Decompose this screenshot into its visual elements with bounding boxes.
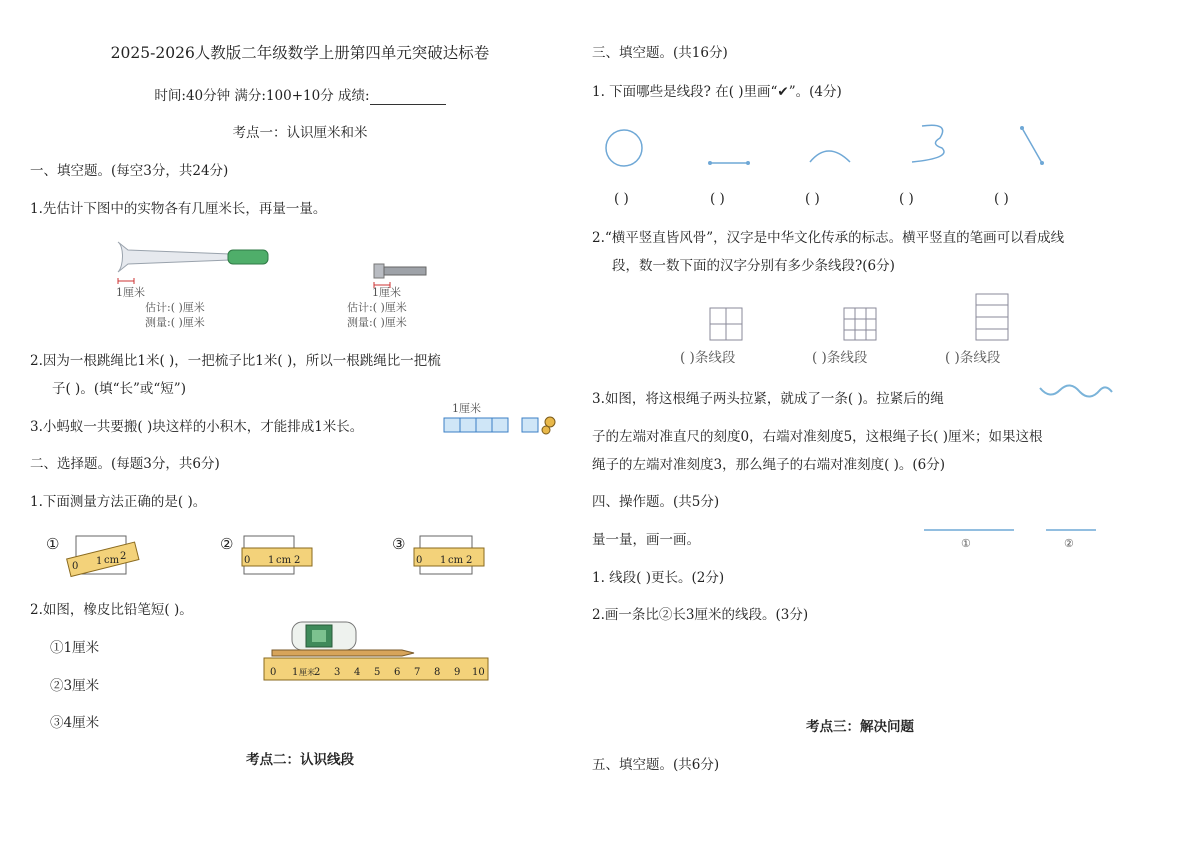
segments-figure <box>600 118 1060 178</box>
segment-count-1[interactable]: ( )条线段 <box>680 350 736 366</box>
toothbrush-bristles <box>228 250 268 264</box>
choice-1: 1.下面测量方法正确的是( )。 <box>30 494 207 510</box>
block-5 <box>522 418 538 432</box>
segment-1-mark: ① <box>961 537 971 550</box>
option-3cm[interactable]: ②3厘米 <box>50 678 100 694</box>
screw-cm-label: 1厘米 <box>372 286 401 299</box>
answer-box-3[interactable]: ( ) <box>805 191 820 207</box>
operation-1: 1. 线段( )更长。(2分) <box>592 570 725 586</box>
page-title: 2025-2026人教版二年级数学上册第四单元突破达标卷 <box>110 44 490 62</box>
blocks-figure <box>442 410 562 440</box>
answer-box-2[interactable]: ( ) <box>710 191 725 207</box>
long-ruler-unit: 厘米 <box>299 668 315 677</box>
slanted-segment-shape <box>1022 128 1042 163</box>
section2-heading: 二、选择题。(每题3分，共6分) <box>30 456 220 472</box>
long-ruler-tick-6: 6 <box>394 667 401 678</box>
slanted-endpoint-b <box>1040 161 1044 165</box>
choice-mark-1: ① <box>46 535 60 553</box>
curve-3-shape <box>912 125 944 162</box>
section3-heading: 三、填空题。(共16分) <box>592 45 728 61</box>
ruler3-two: 2 <box>466 555 473 566</box>
right-question-3-line2: 子的左端对准直尺的刻度0，右端对准刻度5，这根绳子长( )厘米；如果这根 <box>592 429 1043 445</box>
eraser-center <box>312 630 326 642</box>
long-ruler-tick-5: 5 <box>374 667 381 678</box>
question-2-line2: 子( )。(填“长”或“短”) <box>52 381 186 397</box>
long-ruler-tick-8: 8 <box>434 667 441 678</box>
block-3 <box>476 418 492 432</box>
right-question-3-line1: 3.如图，将这根绳子两头拉紧，就成了一条( )。拉紧后的绳 <box>592 391 944 407</box>
long-ruler-tick-2: 2 <box>314 667 321 678</box>
section-k1: 考点一：认识厘米和米 <box>232 125 368 141</box>
long-ruler-tick-0: 0 <box>270 667 277 678</box>
exam-meta <box>40 87 560 105</box>
long-ruler-tick-9: 9 <box>454 667 461 678</box>
char-grid-2 <box>840 304 880 344</box>
choice-mark-2: ② <box>220 535 234 553</box>
char-grid-1 <box>706 304 746 344</box>
long-ruler-tick-10: 10 <box>472 667 485 678</box>
ruler3-one: 1 <box>440 555 447 566</box>
operation-intro: 量一量，画一画。 <box>592 532 700 548</box>
ruler2-cm: cm <box>276 555 292 566</box>
ruler2-two: 2 <box>294 555 301 566</box>
rope-icon <box>1040 385 1112 396</box>
ruler2-zero: 0 <box>244 555 251 566</box>
section5-heading: 五、填空题。(共6分) <box>592 757 720 773</box>
exam-meta-text: 时间:40分钟 满分:100+10分 成绩: <box>154 88 370 104</box>
ant-icon <box>545 417 555 427</box>
block-cm-label: 1厘米 <box>452 402 481 415</box>
toothbrush-handle <box>118 242 230 272</box>
section4-heading: 四、操作题。(共5分) <box>592 494 720 510</box>
char-grid-3 <box>972 290 1012 344</box>
ruler3-cm: cm <box>448 555 464 566</box>
arc-shape <box>810 151 850 162</box>
section-k3: 考点三：解决问题 <box>806 719 914 735</box>
answer-box-5[interactable]: ( ) <box>994 191 1009 207</box>
block-2 <box>460 418 476 432</box>
screw-head <box>374 264 384 278</box>
section1-heading: 一、填空题。(每空3分，共24分) <box>30 163 229 179</box>
grid2-frame <box>844 308 876 340</box>
score-blank[interactable] <box>370 92 446 105</box>
ruler2-one: 1 <box>268 555 275 566</box>
section-k2: 考点二：认识线段 <box>246 752 354 768</box>
choice-mark-3: ③ <box>392 535 406 553</box>
ruler1-one: 1 <box>96 556 103 567</box>
ruler1-cm: cm <box>104 555 120 566</box>
answer-box-4[interactable]: ( ) <box>899 191 914 207</box>
choice-2: 2.如图，橡皮比铅笔短( )。 <box>30 602 193 618</box>
long-ruler-tick-3: 3 <box>334 667 341 678</box>
option-1cm[interactable]: ①1厘米 <box>50 640 100 656</box>
long-ruler-tick-1: 1 <box>292 667 299 678</box>
question-3: 3.小蚂蚁一共要搬( )块这样的小积木，才能排成1米长。 <box>30 419 364 435</box>
screw-shaft <box>384 267 426 275</box>
ruler1-zero: 0 <box>72 561 79 572</box>
segment-endpoint-b <box>746 161 750 165</box>
question-1: 1.先估计下图中的实物各有几厘米长，再量一量。 <box>30 201 327 217</box>
block-4 <box>492 418 508 432</box>
segment-2-mark: ② <box>1064 537 1074 550</box>
slanted-endpoint-a <box>1020 126 1024 130</box>
question-2-line1: 2.因为一根跳绳比1米( )，一把梳子比1米( )，所以一根跳绳比一把梳 <box>30 353 441 369</box>
right-question-3-line3: 绳子的左端对准刻度3，那么绳子的右端对准刻度( )。(6分) <box>592 457 946 473</box>
toothbrush-cm-label: 1厘米 <box>116 286 145 299</box>
ruler3-zero: 0 <box>416 555 423 566</box>
pencil-icon <box>272 650 414 656</box>
segment-endpoint-a <box>708 161 712 165</box>
toothbrush-measure: 测量:( )厘米 <box>145 316 205 329</box>
right-question-1: 1. 下面哪些是线段? 在( )里画“✔”。(4分) <box>592 84 842 100</box>
option-4cm[interactable]: ③4厘米 <box>50 715 100 731</box>
segment-count-3[interactable]: ( )条线段 <box>945 350 1001 366</box>
block-1 <box>444 418 460 432</box>
screw-estimate: 估计:( )厘米 <box>347 301 407 314</box>
right-question-2-line2: 段，数一数下面的汉字分别有多少条线段?(6分) <box>612 258 895 274</box>
screw-measure: 测量:( )厘米 <box>347 316 407 329</box>
ant-body-icon <box>542 426 550 434</box>
toothbrush-estimate: 估计:( )厘米 <box>145 301 205 314</box>
answer-box-1[interactable]: ( ) <box>614 191 629 207</box>
circle-shape <box>606 130 642 166</box>
segment-count-2[interactable]: ( )条线段 <box>812 350 868 366</box>
operation-2: 2.画一条比②长3厘米的线段。(3分) <box>592 607 809 623</box>
ruler1-two: 2 <box>120 551 127 562</box>
long-ruler-tick-4: 4 <box>354 667 361 678</box>
right-question-2-line1: 2.“横平竖直皆风骨”，汉字是中华文化传承的标志。横平竖直的笔画可以看成线 <box>592 230 1065 246</box>
long-ruler-tick-7: 7 <box>414 667 421 678</box>
rope-figure <box>1036 378 1116 406</box>
